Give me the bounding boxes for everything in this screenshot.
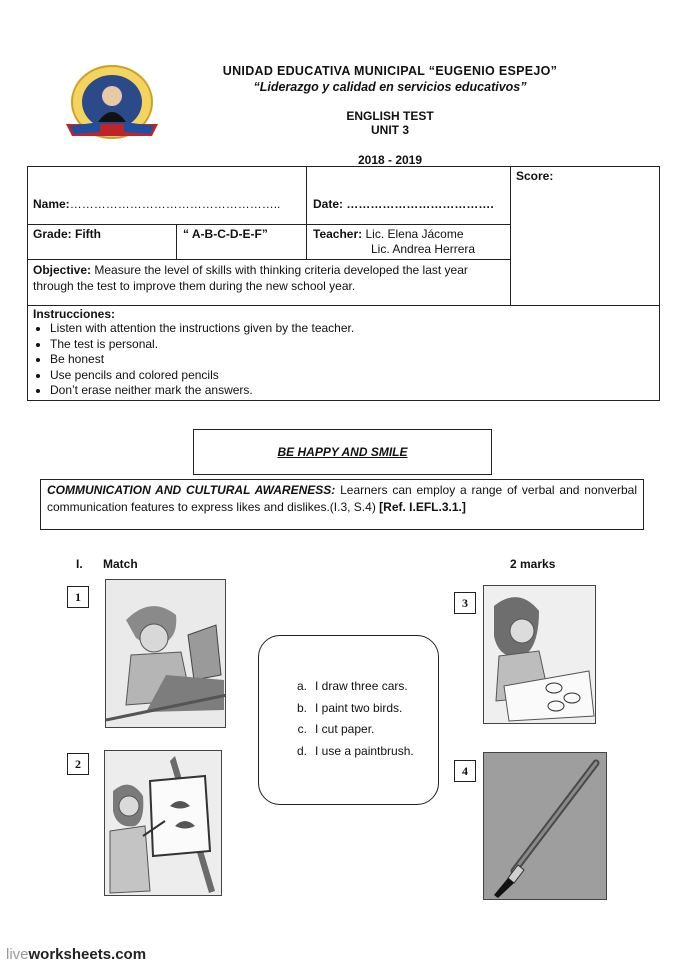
picture-girl-drawing-cars (483, 585, 596, 724)
number-box-4: 4 (454, 760, 476, 782)
instructions-box (27, 305, 660, 401)
list-item: a. I draw three cars. (296, 679, 408, 693)
instructions-list (28, 321, 659, 399)
name-field[interactable]: Name:…………………………………………….. (33, 197, 281, 211)
instructions-title: Instrucciones: (33, 307, 116, 321)
section-marks: 2 marks (510, 557, 556, 571)
number-box-2: 2 (67, 753, 89, 775)
score-label: Score: (516, 169, 554, 183)
number-box-1: 1 (67, 586, 89, 608)
date-field[interactable]: Date: ………………………………. (313, 197, 494, 211)
list-item: • The test is personal. (50, 337, 659, 353)
list-item: c. I cut paper. (297, 722, 375, 736)
title-banner: BE HAPPY AND SMILE (193, 429, 492, 475)
school-name: UNIDAD EDUCATIVA MUNICIPAL “EUGENIO ESPEJO” (222, 64, 558, 78)
list-item: d. I use a paintbrush. (296, 743, 414, 758)
sections-label: “ A-B-C-D-E-F” (183, 227, 268, 241)
list-item: • Listen with attention the instructions given by the teacher. (50, 321, 659, 337)
school-motto: “Liderazgo y calidad en servicios educativos” (253, 80, 527, 94)
options-box (258, 635, 439, 805)
options-list (285, 676, 414, 762)
number-box-3: 3 (454, 592, 476, 614)
school-logo (60, 62, 164, 148)
list-item: • Be honest (50, 352, 659, 368)
list-item: • Don’t erase neither mark the answers. (50, 383, 659, 399)
footer-brand: liveworksheets.com (6, 946, 147, 963)
teacher-info: Teacher: Lic. Elena Jácome Lic. Andrea Herrera (313, 227, 476, 256)
picture-boy-cutting-paper (105, 579, 226, 728)
list-item: • Use pencils and colored pencils (50, 368, 659, 384)
section-title: Match (103, 557, 138, 571)
school-year: 2018 - 2019 (357, 153, 423, 167)
grade-label: Grade: Fifth (33, 227, 101, 241)
section-numeral: I. (76, 557, 83, 571)
picture-girl-painting-birds (104, 750, 222, 896)
list-item: b. I paint two birds. (296, 700, 403, 715)
competency-box: COMMUNICATION AND CULTURAL AWARENESS: Learners can employ a range of verbal and nonverbal communication features to express likes and dislikes.(I.3, S.4) [Ref. I.EFL.3.1.] (40, 479, 644, 530)
picture-paintbrush (483, 752, 607, 900)
test-title: ENGLISH TEST UNIT 3 (346, 109, 434, 137)
objective: Objective: Measure the level of skills with thinking criteria developed the last year through the test to improve them during the new school year. (33, 263, 468, 293)
